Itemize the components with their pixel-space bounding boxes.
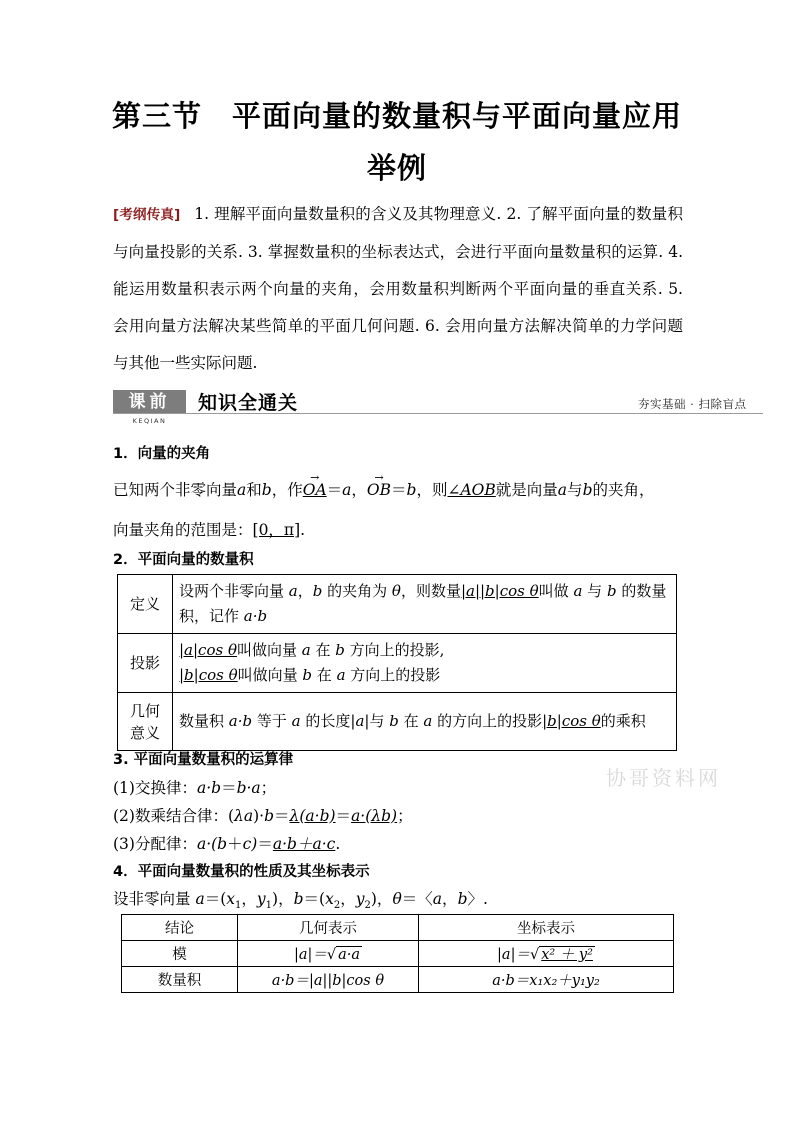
projection-cell: |a|cos θ叫做向量 a 在 b 方向上的投影, |b|cos θ叫做向量 b 在 a 方向上的投影 — [173, 634, 677, 693]
row-label: 定义 — [118, 575, 173, 634]
definition-cell: 设两个非零向量 a，b 的夹角为 θ，则数量|a||b|cos θ叫做 a 与 b 的数量积，记作 a·b — [173, 575, 677, 634]
law-distributive: (3)分配律：a·(b＋c)＝a·b＋a·c. — [113, 835, 341, 853]
dot-product-table — [117, 574, 677, 751]
intro-tag: [考纲传真] — [113, 207, 181, 223]
s1-heading: 1．向量的夹角 — [113, 446, 211, 462]
intro-paragraph — [113, 196, 683, 382]
vector-ob: → OB — [367, 481, 391, 499]
table-row — [122, 941, 674, 967]
properties-table — [121, 914, 674, 993]
watermark: 协哥资料网 — [606, 766, 721, 790]
header-cell: 坐标表示 — [419, 915, 674, 941]
table-row — [118, 693, 677, 751]
table-header-row — [122, 915, 674, 941]
vector-oa: → OA — [303, 481, 327, 499]
s1-range-line: 向量夹角的范围是：[0，π]. — [113, 521, 306, 539]
header-cell: 几何表示 — [238, 915, 419, 941]
header-cell: 结论 — [122, 915, 238, 941]
law-scalar: (2)数乘结合律：(λa)·b＝λ(a·b)＝a·(λb)； — [113, 807, 413, 825]
row-label: 模 — [122, 941, 238, 967]
s3-heading: 3. 平面向量数量积的运算律 — [113, 752, 294, 768]
angle-range: [0，π] — [252, 521, 301, 539]
s4-heading: 4．平面向量数量积的性质及其坐标表示 — [113, 864, 370, 880]
row-label: 数量积 — [122, 967, 238, 993]
table-row — [118, 575, 677, 634]
s2-heading: 2．平面向量的数量积 — [113, 552, 254, 568]
row-label: 几何意义 — [118, 693, 173, 751]
angle-aob: ∠AOB — [447, 481, 496, 499]
section-title: 知识全通关 — [198, 392, 299, 414]
page-title-line2: 举例 — [366, 151, 427, 185]
s1-paragraph: 已知两个非零向量a和b，作→ OA＝a，→ OB＝b，则∠AOB就是向量a与b的夹角， — [113, 478, 655, 500]
table-row — [122, 967, 674, 993]
page-title-line1: 第三节 平面向量的数量积与平面向量应用 — [111, 99, 682, 133]
section-badge-sub: KEQIAN — [132, 417, 167, 425]
section-subtitle: 夯实基础 · 扫除盲点 — [638, 397, 747, 411]
geometric-meaning-cell: 数量积 a·b 等于 a 的长度|a|与 b 在 a 的方向上的投影|b|cos θ的乘积 — [173, 693, 677, 751]
s4-intro: 设非零向量 $a=(x_1$，$y_1$)，$b=(x_2$，$y_2$)，θ＝〈a，b〉. — [113, 890, 488, 912]
dot-product-geo: a·b＝|a||b|cos θ — [238, 967, 419, 993]
row-label: 投影 — [118, 634, 173, 693]
section-badge: 课前 — [113, 390, 186, 414]
dot-product-coord: a·b＝x₁x₂＋y₁y₂ — [419, 967, 674, 993]
law-commutative: (1)交换律：a·b＝b·a； — [113, 779, 277, 797]
table-row — [118, 634, 677, 693]
section-divider — [113, 413, 763, 414]
magnitude-coord: |a|＝√ x² ＋ y² — [419, 941, 674, 967]
magnitude-geo: |a|＝√ a·a — [238, 941, 419, 967]
intro-text: 1. 理解平面向量数量积的含义及其物理意义. 2. 了解平面向量的数量积与向量投影的关系. 3. 掌握数量积的坐标表达式，会进行平面向量数量积的运算. 4. 能运用数量积表示两个向量的夹角，会用数量积判断两个平面向量的垂直关系. 5. 会用向量方法解决某些简单的平面几何问题. 6. 会用向量方法解决简单的力学问题与其他一些实际问题. — [113, 205, 683, 372]
